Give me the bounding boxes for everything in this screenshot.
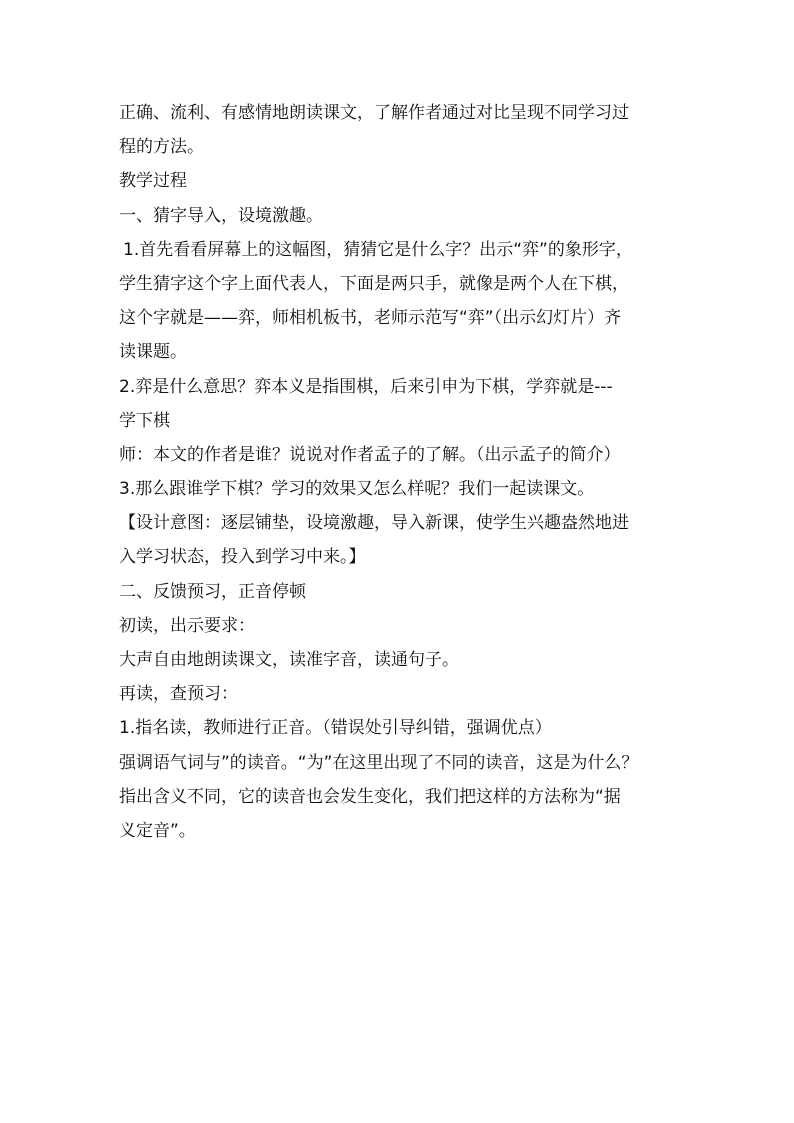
paragraph-line: 1.首先看看屏幕上的这幅图，猜猜它是什么字？出示“弈”的象形字， [123,239,633,260]
paragraph-line: 学生猜字这个字上面代表人，下面是两只手，就像是两个人在下棋， [119,273,629,294]
section-heading: 二、反馈预习，正音停顿 [119,581,306,602]
paragraph-line: 大声自由地朗读课文，读准字音，读通句子。 [119,650,459,670]
paragraph-line: 初读，出示要求： [119,615,255,636]
paragraph-line: 再读，查预习： [119,684,238,705]
section-heading: 一、猜字导入，设境激趣。 [119,205,323,226]
paragraph-line: 学下棋 [119,410,170,431]
design-intent-line: 入学习状态，投入到学习中来。】 [119,547,366,568]
section-heading: 教学过程 [119,171,187,192]
paragraph-line: 程的方法。 [119,137,204,158]
paragraph-line: 读课题。 [119,342,187,363]
paragraph-line: 2.弈是什么意思？弈本义是指围棋，后来引申为下棋，学弈就是--- [119,376,613,397]
design-intent-line: 【设计意图：逐层铺垫，设境激趣，导入新课，使学生兴趣盎然地进 [119,513,629,534]
paragraph-line: 正确、流利、有感情地朗读课文，了解作者通过对比呈现不同学习过 [119,103,629,123]
paragraph-line: 3.那么跟谁学下棋？学习的效果又怎么样呢？我们一起读课文。 [119,479,595,500]
paragraph-line: 强调语气词与”的读音。“为”在这里出现了不同的读音，这是为什么？ [119,752,639,773]
paragraph-line: 义定音”。 [119,820,196,841]
document-body [119,96,694,848]
paragraph-line: 1.指名读，教师进行正音。（错误处引导纠错，强调优点） [119,718,552,739]
paragraph-line: 这个字就是——弈，师相机板书，老师示范写“弈”（出示幻灯片）齐 [119,308,622,329]
paragraph-line: 指出含义不同，它的读音也会发生变化，我们把这样的方法称为“据 [119,786,621,807]
paragraph-line: 师：本文的作者是谁？说说对作者孟子的了解。（出示孟子的简介） [119,444,621,465]
